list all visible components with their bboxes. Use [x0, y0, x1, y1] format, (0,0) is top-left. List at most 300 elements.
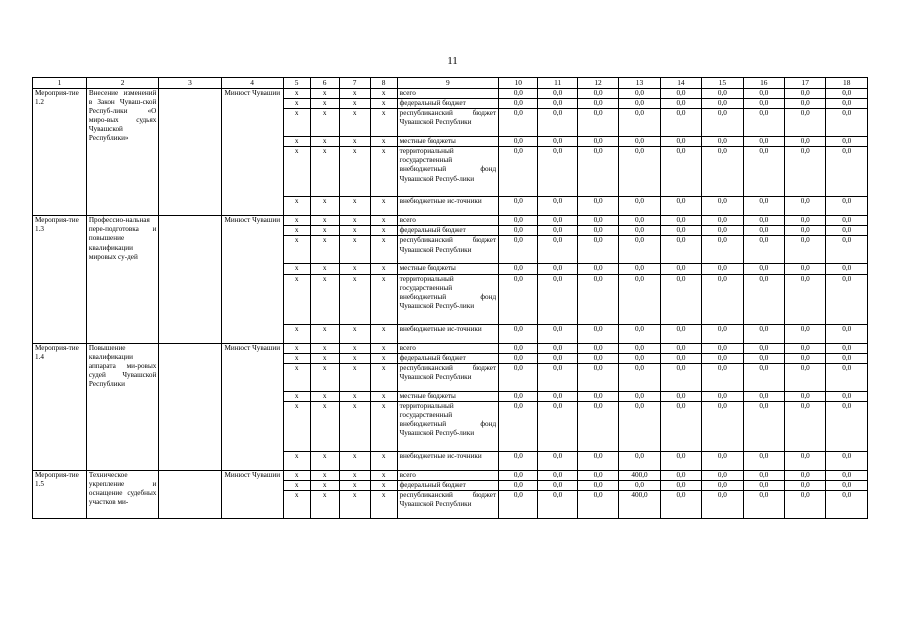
amount-cell: 0,0 [619, 264, 660, 274]
amount-cell: 0,0 [577, 391, 618, 401]
code-cell: х [283, 109, 310, 137]
amount-cell: 0,0 [826, 226, 868, 236]
amount-cell: 0,0 [499, 324, 538, 343]
amount-cell: 0,0 [785, 274, 826, 324]
code-cell: х [339, 363, 370, 391]
code-cell: х [370, 99, 397, 109]
amount-cell: 0,0 [743, 353, 784, 363]
code-cell: х [310, 491, 339, 519]
code-cell: х [310, 137, 339, 147]
amount-cell: 0,0 [577, 491, 618, 519]
amount-cell: 0,0 [702, 324, 743, 343]
amount-cell: 0,0 [785, 343, 826, 353]
amount-cell: 0,0 [538, 216, 577, 226]
amount-cell: 0,0 [619, 197, 660, 216]
amount-cell: 0,0 [499, 401, 538, 451]
amount-cell: 0,0 [538, 109, 577, 137]
code-cell: х [339, 226, 370, 236]
code-cell: х [339, 401, 370, 451]
code-cell: х [310, 216, 339, 226]
amount-cell: 0,0 [499, 137, 538, 147]
funding-source: республиканский бюджет Чувашской Республики [397, 491, 499, 519]
executor: Минюст Чувашии [221, 343, 283, 470]
amount-cell: 0,0 [577, 226, 618, 236]
amount-cell: 0,0 [619, 216, 660, 226]
amount-cell: 0,0 [499, 99, 538, 109]
amount-cell: 0,0 [785, 353, 826, 363]
amount-cell: 0,0 [619, 226, 660, 236]
amount-cell: 0,0 [577, 480, 618, 490]
amount-cell: 0,0 [660, 89, 701, 99]
amount-cell: 0,0 [660, 451, 701, 470]
amount-cell: 0,0 [826, 470, 868, 480]
amount-cell: 0,0 [785, 391, 826, 401]
amount-cell: 0,0 [702, 353, 743, 363]
amount-cell: 0,0 [785, 137, 826, 147]
amount-cell: 0,0 [826, 137, 868, 147]
funding-source: местные бюджеты [397, 264, 499, 274]
amount-cell: 0,0 [660, 363, 701, 391]
table-row [33, 343, 868, 353]
code-cell: х [283, 401, 310, 451]
amount-cell: 0,0 [826, 480, 868, 490]
amount-cell: 0,0 [499, 470, 538, 480]
amount-cell: 0,0 [577, 264, 618, 274]
column-number-15: 15 [702, 78, 743, 89]
amount-cell: 0,0 [577, 216, 618, 226]
amount-cell: 0,0 [538, 470, 577, 480]
code-cell: х [370, 491, 397, 519]
code-cell: х [370, 353, 397, 363]
amount-cell: 0,0 [743, 147, 784, 197]
code-cell: х [370, 363, 397, 391]
amount-cell: 0,0 [826, 391, 868, 401]
column-number-18: 18 [826, 78, 868, 89]
funding-source: республиканский бюджет Чувашской Республики [397, 236, 499, 264]
amount-cell: 0,0 [538, 324, 577, 343]
amount-cell: 0,0 [538, 401, 577, 451]
code-cell: х [283, 343, 310, 353]
event-name: Внесение изменений в Закон Чуваш-ской Респуб-лики «О миро-вых судьях Чувашской Республики» [86, 89, 159, 216]
column-number-16: 16 [743, 78, 784, 89]
amount-cell: 0,0 [499, 89, 538, 99]
code-cell: х [310, 391, 339, 401]
amount-cell: 0,0 [538, 226, 577, 236]
amount-cell: 0,0 [826, 363, 868, 391]
amount-cell: 0,0 [826, 343, 868, 353]
amount-cell: 0,0 [826, 197, 868, 216]
executor: Минюст Чувашии [221, 216, 283, 343]
funding-source: республиканский бюджет Чувашской Республики [397, 363, 499, 391]
event-name: Повышение квалификации аппарата ми-ровых судей Чувашской Республики [86, 343, 159, 470]
amount-cell: 0,0 [743, 109, 784, 137]
code-cell: х [310, 451, 339, 470]
column-number-2: 2 [86, 78, 159, 89]
amount-cell: 0,0 [785, 226, 826, 236]
amount-cell: 0,0 [826, 99, 868, 109]
code-cell: х [339, 491, 370, 519]
amount-cell: 0,0 [660, 264, 701, 274]
amount-cell: 0,0 [785, 89, 826, 99]
funding-source: федеральный бюджет [397, 226, 499, 236]
funding-source: федеральный бюджет [397, 353, 499, 363]
amount-cell: 0,0 [577, 451, 618, 470]
amount-cell: 0,0 [538, 343, 577, 353]
amount-cell: 0,0 [577, 324, 618, 343]
amount-cell: 0,0 [785, 197, 826, 216]
amount-cell: 0,0 [499, 147, 538, 197]
column-number-11: 11 [538, 78, 577, 89]
code-cell: х [339, 99, 370, 109]
column-3-cell [159, 89, 221, 216]
amount-cell: 0,0 [785, 451, 826, 470]
amount-cell: 0,0 [619, 109, 660, 137]
code-cell: х [283, 226, 310, 236]
funding-source: внебюджетные ис-точники [397, 451, 499, 470]
amount-cell: 0,0 [826, 451, 868, 470]
amount-cell: 0,0 [785, 480, 826, 490]
column-number-13: 13 [619, 78, 660, 89]
code-cell: х [310, 147, 339, 197]
amount-cell: 0,0 [702, 226, 743, 236]
code-cell: х [370, 226, 397, 236]
amount-cell: 0,0 [619, 274, 660, 324]
code-cell: х [310, 197, 339, 216]
code-cell: х [283, 491, 310, 519]
funding-source: территориальный государственный внебюджетный фонд Чувашской Респуб-лики [397, 274, 499, 324]
amount-cell: 0,0 [499, 264, 538, 274]
code-cell: х [310, 99, 339, 109]
amount-cell: 0,0 [743, 480, 784, 490]
amount-cell: 0,0 [538, 197, 577, 216]
amount-cell: 0,0 [577, 343, 618, 353]
page-number: 11 [447, 55, 458, 67]
amount-cell: 0,0 [538, 137, 577, 147]
amount-cell: 0,0 [660, 353, 701, 363]
amount-cell: 0,0 [743, 324, 784, 343]
code-cell: х [283, 137, 310, 147]
amount-cell: 0,0 [499, 216, 538, 226]
column-3-cell [159, 216, 221, 343]
funding-source: территориальный государственный внебюджетный фонд Чувашской Респуб-лики [397, 401, 499, 451]
column-number-8: 8 [370, 78, 397, 89]
column-number-17: 17 [785, 78, 826, 89]
code-cell: х [339, 264, 370, 274]
code-cell: х [339, 236, 370, 264]
amount-cell: 0,0 [743, 137, 784, 147]
budget-table [32, 77, 868, 519]
amount-cell: 0,0 [660, 137, 701, 147]
column-number-6: 6 [310, 78, 339, 89]
amount-cell: 0,0 [743, 216, 784, 226]
amount-cell: 0,0 [577, 236, 618, 264]
amount-cell: 0,0 [619, 401, 660, 451]
column-number-5: 5 [283, 78, 310, 89]
code-cell: х [339, 353, 370, 363]
amount-cell: 0,0 [619, 353, 660, 363]
amount-cell: 0,0 [785, 363, 826, 391]
code-cell: х [339, 147, 370, 197]
code-cell: х [310, 226, 339, 236]
amount-cell: 0,0 [743, 363, 784, 391]
code-cell: х [339, 451, 370, 470]
table-row [33, 89, 868, 99]
funding-source: местные бюджеты [397, 137, 499, 147]
amount-cell: 0,0 [785, 401, 826, 451]
code-cell: х [370, 264, 397, 274]
amount-cell: 0,0 [577, 147, 618, 197]
amount-cell: 0,0 [577, 353, 618, 363]
code-cell: х [310, 363, 339, 391]
funding-source: федеральный бюджет [397, 480, 499, 490]
amount-cell: 0,0 [785, 99, 826, 109]
funding-source: всего [397, 216, 499, 226]
amount-cell: 0,0 [785, 147, 826, 197]
code-cell: х [283, 89, 310, 99]
amount-cell: 0,0 [619, 236, 660, 264]
header-row [33, 78, 868, 89]
amount-cell: 0,0 [785, 264, 826, 274]
code-cell: х [370, 137, 397, 147]
code-cell: х [339, 274, 370, 324]
amount-cell: 0,0 [743, 451, 784, 470]
amount-cell: 0,0 [499, 197, 538, 216]
amount-cell: 0,0 [702, 480, 743, 490]
event-id: Мероприя-тие 1.2 [33, 89, 87, 216]
amount-cell: 0,0 [619, 99, 660, 109]
code-cell: х [370, 451, 397, 470]
code-cell: х [283, 147, 310, 197]
amount-cell: 0,0 [702, 470, 743, 480]
code-cell: х [339, 89, 370, 99]
amount-cell: 0,0 [499, 226, 538, 236]
column-number-14: 14 [660, 78, 701, 89]
amount-cell: 0,0 [660, 324, 701, 343]
funding-source: всего [397, 89, 499, 99]
code-cell: х [310, 470, 339, 480]
amount-cell: 0,0 [538, 89, 577, 99]
amount-cell: 0,0 [499, 491, 538, 519]
column-3-cell [159, 470, 221, 518]
amount-cell: 0,0 [619, 324, 660, 343]
code-cell: х [310, 401, 339, 451]
code-cell: х [283, 197, 310, 216]
code-cell: х [310, 89, 339, 99]
amount-cell: 0,0 [743, 274, 784, 324]
amount-cell: 0,0 [702, 216, 743, 226]
amount-cell: 0,0 [785, 470, 826, 480]
executor: Минюст Чувашии [221, 470, 283, 518]
amount-cell: 0,0 [619, 147, 660, 197]
amount-cell: 0,0 [826, 401, 868, 451]
amount-cell: 0,0 [702, 491, 743, 519]
amount-cell: 0,0 [538, 274, 577, 324]
amount-cell: 0,0 [826, 236, 868, 264]
amount-cell: 0,0 [619, 89, 660, 99]
amount-cell: 0,0 [743, 491, 784, 519]
amount-cell: 0,0 [826, 109, 868, 137]
code-cell: х [283, 470, 310, 480]
code-cell: х [310, 264, 339, 274]
amount-cell: 0,0 [538, 147, 577, 197]
event-id: Мероприя-тие 1.3 [33, 216, 87, 343]
code-cell: х [370, 236, 397, 264]
code-cell: х [310, 480, 339, 490]
amount-cell: 0,0 [499, 480, 538, 490]
funding-source: территориальный государственный внебюджетный фонд Чувашской Респуб-лики [397, 147, 499, 197]
amount-cell: 0,0 [577, 109, 618, 137]
code-cell: х [370, 343, 397, 353]
amount-cell: 0,0 [702, 401, 743, 451]
table-row [33, 470, 868, 480]
table-row [33, 216, 868, 226]
code-cell: х [310, 353, 339, 363]
funding-source: внебюджетные ис-точники [397, 197, 499, 216]
amount-cell: 0,0 [743, 391, 784, 401]
amount-cell: 0,0 [538, 236, 577, 264]
amount-cell: 0,0 [660, 491, 701, 519]
amount-cell: 0,0 [499, 391, 538, 401]
amount-cell: 0,0 [577, 470, 618, 480]
amount-cell: 400,0 [619, 470, 660, 480]
code-cell: х [339, 470, 370, 480]
code-cell: х [310, 109, 339, 137]
funding-source: республиканский бюджет Чувашской Республики [397, 109, 499, 137]
code-cell: х [370, 109, 397, 137]
code-cell: х [339, 343, 370, 353]
code-cell: х [370, 401, 397, 451]
amount-cell: 0,0 [499, 274, 538, 324]
code-cell: х [339, 391, 370, 401]
amount-cell: 0,0 [660, 109, 701, 137]
amount-cell: 0,0 [743, 401, 784, 451]
amount-cell: 0,0 [660, 391, 701, 401]
amount-cell: 0,0 [538, 491, 577, 519]
code-cell: х [339, 324, 370, 343]
amount-cell: 0,0 [826, 89, 868, 99]
amount-cell: 0,0 [499, 363, 538, 391]
amount-cell: 0,0 [538, 363, 577, 391]
amount-cell: 0,0 [702, 137, 743, 147]
amount-cell: 0,0 [702, 391, 743, 401]
code-cell: х [339, 216, 370, 226]
amount-cell: 0,0 [702, 363, 743, 391]
amount-cell: 0,0 [538, 264, 577, 274]
code-cell: х [370, 391, 397, 401]
code-cell: х [283, 391, 310, 401]
code-cell: х [370, 216, 397, 226]
code-cell: х [339, 480, 370, 490]
code-cell: х [310, 343, 339, 353]
amount-cell: 0,0 [660, 480, 701, 490]
code-cell: х [310, 274, 339, 324]
amount-cell: 0,0 [538, 451, 577, 470]
amount-cell: 0,0 [577, 401, 618, 451]
amount-cell: 0,0 [660, 226, 701, 236]
amount-cell: 0,0 [702, 343, 743, 353]
amount-cell: 0,0 [826, 324, 868, 343]
event-name: Техническое укрепление и оснащение судебных участков ми- [86, 470, 159, 518]
column-3-cell [159, 343, 221, 470]
code-cell: х [283, 274, 310, 324]
amount-cell: 0,0 [785, 324, 826, 343]
column-number-10: 10 [499, 78, 538, 89]
amount-cell: 0,0 [826, 274, 868, 324]
amount-cell: 0,0 [619, 480, 660, 490]
amount-cell: 0,0 [702, 109, 743, 137]
code-cell: х [339, 197, 370, 216]
code-cell: х [283, 216, 310, 226]
amount-cell: 0,0 [499, 109, 538, 137]
event-id: Мероприя-тие 1.4 [33, 343, 87, 470]
code-cell: х [370, 480, 397, 490]
amount-cell: 0,0 [702, 264, 743, 274]
amount-cell: 0,0 [619, 343, 660, 353]
column-number-9: 9 [397, 78, 499, 89]
code-cell: х [370, 197, 397, 216]
funding-source: внебюджетные ис-точники [397, 324, 499, 343]
amount-cell: 0,0 [619, 391, 660, 401]
amount-cell: 0,0 [577, 197, 618, 216]
amount-cell: 0,0 [499, 343, 538, 353]
funding-source: местные бюджеты [397, 391, 499, 401]
amount-cell: 0,0 [577, 363, 618, 391]
column-number-3: 3 [159, 78, 221, 89]
code-cell: х [310, 236, 339, 264]
code-cell: х [370, 89, 397, 99]
amount-cell: 0,0 [702, 274, 743, 324]
amount-cell: 0,0 [826, 491, 868, 519]
amount-cell: 0,0 [499, 451, 538, 470]
amount-cell: 0,0 [743, 99, 784, 109]
code-cell: х [370, 274, 397, 324]
code-cell: х [283, 236, 310, 264]
column-number-7: 7 [339, 78, 370, 89]
event-name: Профессио-нальная пере-подготовка и повышение квалификации мировых су-дей [86, 216, 159, 343]
amount-cell: 0,0 [660, 236, 701, 264]
amount-cell: 0,0 [826, 216, 868, 226]
amount-cell: 0,0 [702, 451, 743, 470]
amount-cell: 0,0 [702, 236, 743, 264]
amount-cell: 0,0 [826, 264, 868, 274]
amount-cell: 0,0 [619, 137, 660, 147]
code-cell: х [370, 324, 397, 343]
amount-cell: 0,0 [702, 99, 743, 109]
amount-cell: 0,0 [702, 89, 743, 99]
amount-cell: 0,0 [743, 89, 784, 99]
code-cell: х [283, 451, 310, 470]
amount-cell: 0,0 [577, 99, 618, 109]
code-cell: х [283, 363, 310, 391]
code-cell: х [370, 147, 397, 197]
amount-cell: 0,0 [660, 343, 701, 353]
code-cell: х [283, 264, 310, 274]
amount-cell: 0,0 [538, 353, 577, 363]
amount-cell: 0,0 [577, 89, 618, 99]
executor: Минюст Чувашии [221, 89, 283, 216]
amount-cell: 0,0 [785, 216, 826, 226]
event-id: Мероприя-тие 1.5 [33, 470, 87, 518]
amount-cell: 0,0 [743, 343, 784, 353]
amount-cell: 0,0 [826, 353, 868, 363]
amount-cell: 0,0 [538, 480, 577, 490]
amount-cell: 0,0 [619, 451, 660, 470]
amount-cell: 0,0 [785, 491, 826, 519]
amount-cell: 0,0 [660, 197, 701, 216]
funding-source: всего [397, 470, 499, 480]
amount-cell: 0,0 [826, 147, 868, 197]
code-cell: х [283, 99, 310, 109]
